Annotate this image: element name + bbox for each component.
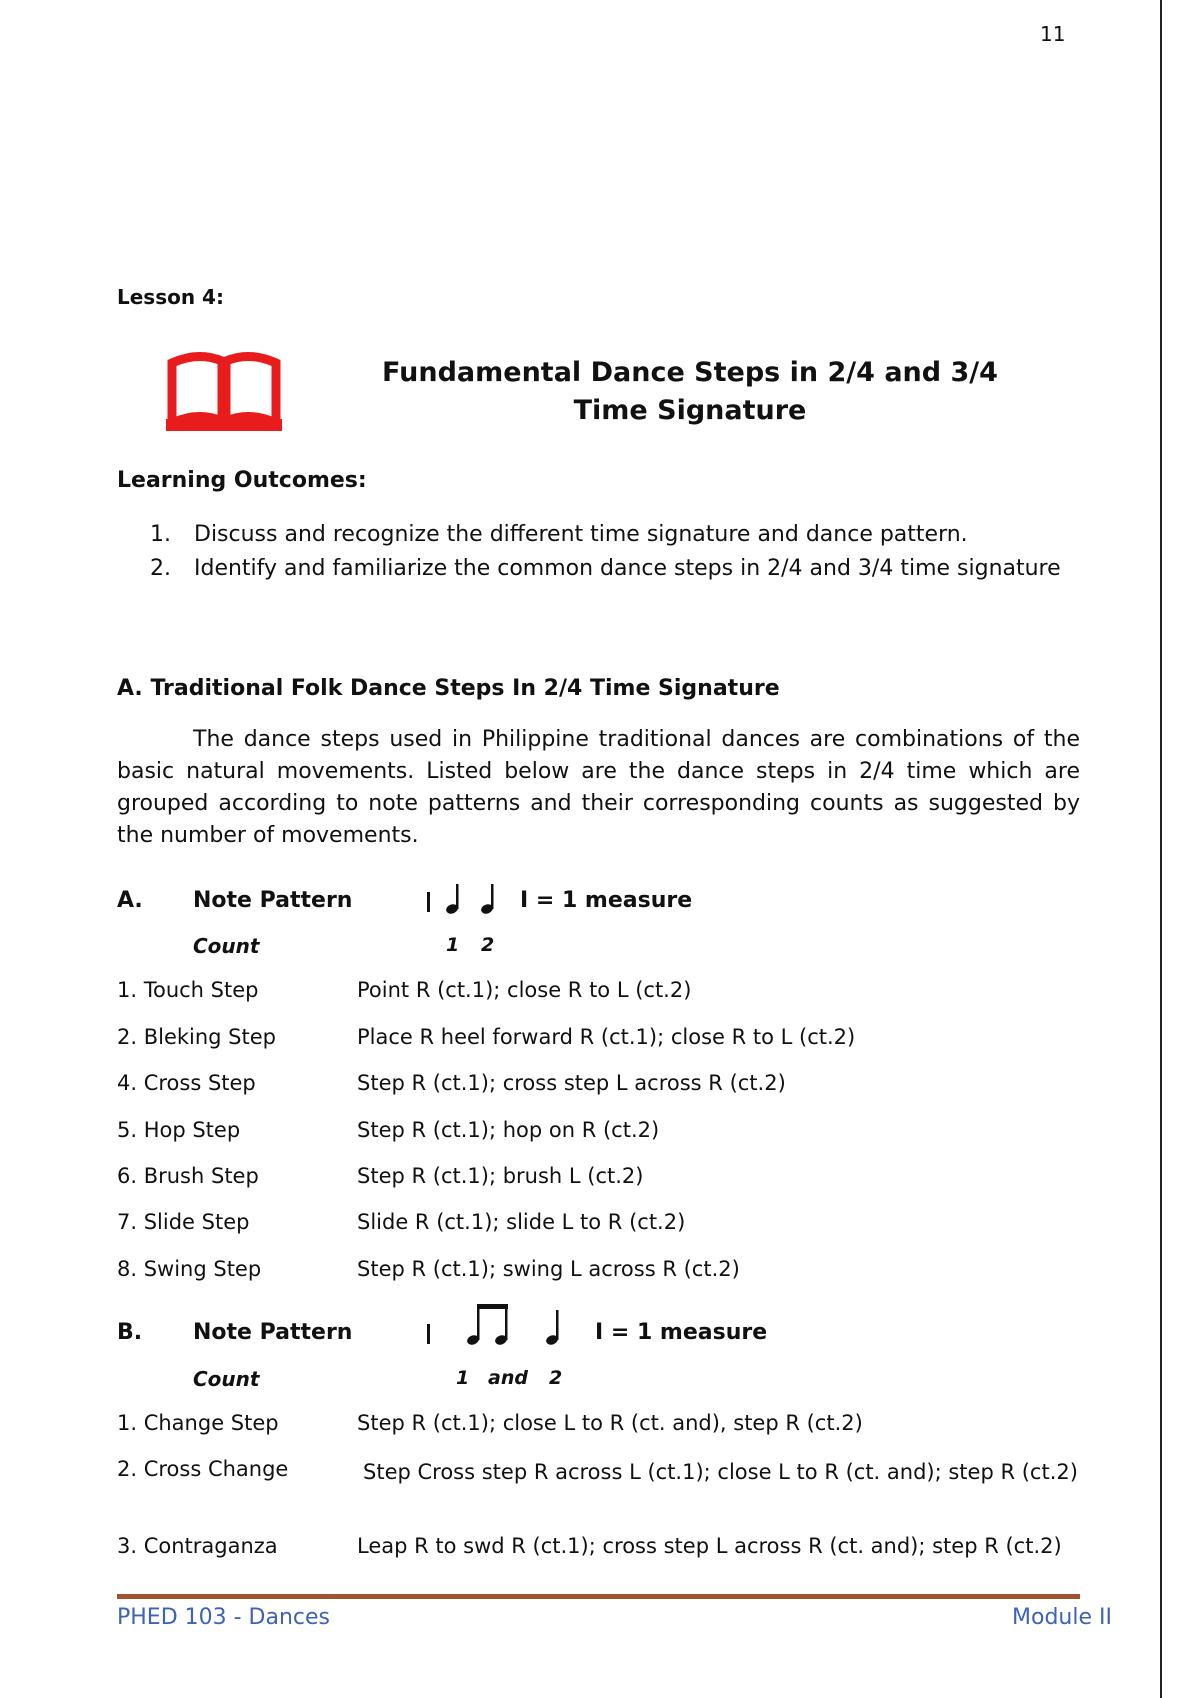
pattern-letter: A. (117, 888, 143, 913)
intro-paragraph: The dance steps used in Philippine traditional dances are combinations of the basic natural movements. Listed below are the dance steps in 2/4 time which are grouped according to note patterns and their corresponding counts as suggested by the number of movements. (117, 727, 1080, 848)
measure-label: I = 1 measure (520, 888, 693, 913)
list-item (150, 552, 1080, 586)
title-line-2: Time Signature (573, 395, 807, 426)
page-edge-line (1160, 0, 1162, 1698)
count-value: and (488, 1367, 528, 1389)
step-description: Step R (ct.1); cross step L across R (ct.2) (357, 1071, 786, 1095)
footer-module: Module II (1012, 1605, 1112, 1630)
step-description: Place R heel forward R (ct.1); close R to L (ct.2) (357, 1025, 856, 1049)
count-value: 1 (456, 1367, 470, 1389)
lesson-title (360, 354, 1020, 430)
pattern-letter: B. (117, 1320, 143, 1345)
item-text: Identify and familiarize the common dance steps in 2/4 and 3/4 time signature (194, 556, 1061, 581)
title-line-1: Fundamental Dance Steps in 2/4 and 3/4 (382, 357, 998, 388)
learning-outcomes-list (150, 518, 1080, 586)
step-name: 2. Cross Change (117, 1457, 289, 1481)
list-item (150, 518, 1080, 552)
step-name: 6. Brush Step (117, 1164, 259, 1188)
footer-rule (117, 1594, 1080, 1599)
section-heading: A. Traditional Folk Dance Steps In 2/4 Time Signature (117, 676, 780, 701)
item-number: 1. (150, 522, 171, 547)
quarter-notes-icon (425, 880, 515, 920)
step-name: 8. Swing Step (117, 1257, 262, 1281)
step-description: Step R (ct.1); brush L (ct.2) (357, 1164, 644, 1188)
step-name: 1. Change Step (117, 1411, 279, 1435)
step-description: Leap R to swd R (ct.1); cross step L across R (ct. and); step R (ct.2) (357, 1534, 1062, 1558)
count-value: 2 (549, 1367, 563, 1389)
step-description: Step Cross step R across L (ct.1); close L to R (ct. and); step R (ct.2) (363, 1460, 1078, 1484)
eighth-notes-icon (425, 1298, 585, 1352)
note-pattern-label: Note Pattern (193, 888, 353, 913)
measure-label: I = 1 measure (595, 1320, 768, 1345)
learning-outcomes-heading: Learning Outcomes: (117, 468, 367, 493)
step-name: 1. Touch Step (117, 978, 259, 1002)
count-label: Count (193, 934, 260, 958)
note-pattern-label: Note Pattern (193, 1320, 353, 1345)
step-description: Point R (ct.1); close R to L (ct.2) (357, 978, 692, 1002)
step-description: Step R (ct.1); hop on R (ct.2) (357, 1118, 660, 1142)
item-number: 2. (150, 556, 171, 581)
step-name: 2. Bleking Step (117, 1025, 276, 1049)
item-text: Discuss and recognize the different time signature and dance pattern. (194, 522, 968, 547)
open-book-icon (164, 347, 284, 437)
lesson-label: Lesson 4: (117, 285, 224, 309)
step-name: 4. Cross Step (117, 1071, 256, 1095)
step-description: Step R (ct.1); swing L across R (ct.2) (357, 1257, 740, 1281)
footer-course: PHED 103 - Dances (117, 1605, 331, 1630)
step-name: 3. Contraganza (117, 1534, 278, 1558)
step-description: Slide R (ct.1); slide L to R (ct.2) (357, 1210, 686, 1234)
page-number: 11 (1040, 22, 1066, 46)
count-label: Count (193, 1367, 260, 1391)
step-name: 5. Hop Step (117, 1118, 241, 1142)
step-description: Step R (ct.1); close L to R (ct. and), step R (ct.2) (357, 1411, 863, 1435)
count-value: 1 (446, 934, 460, 956)
step-name: 7. Slide Step (117, 1210, 250, 1234)
count-value: 2 (481, 934, 495, 956)
